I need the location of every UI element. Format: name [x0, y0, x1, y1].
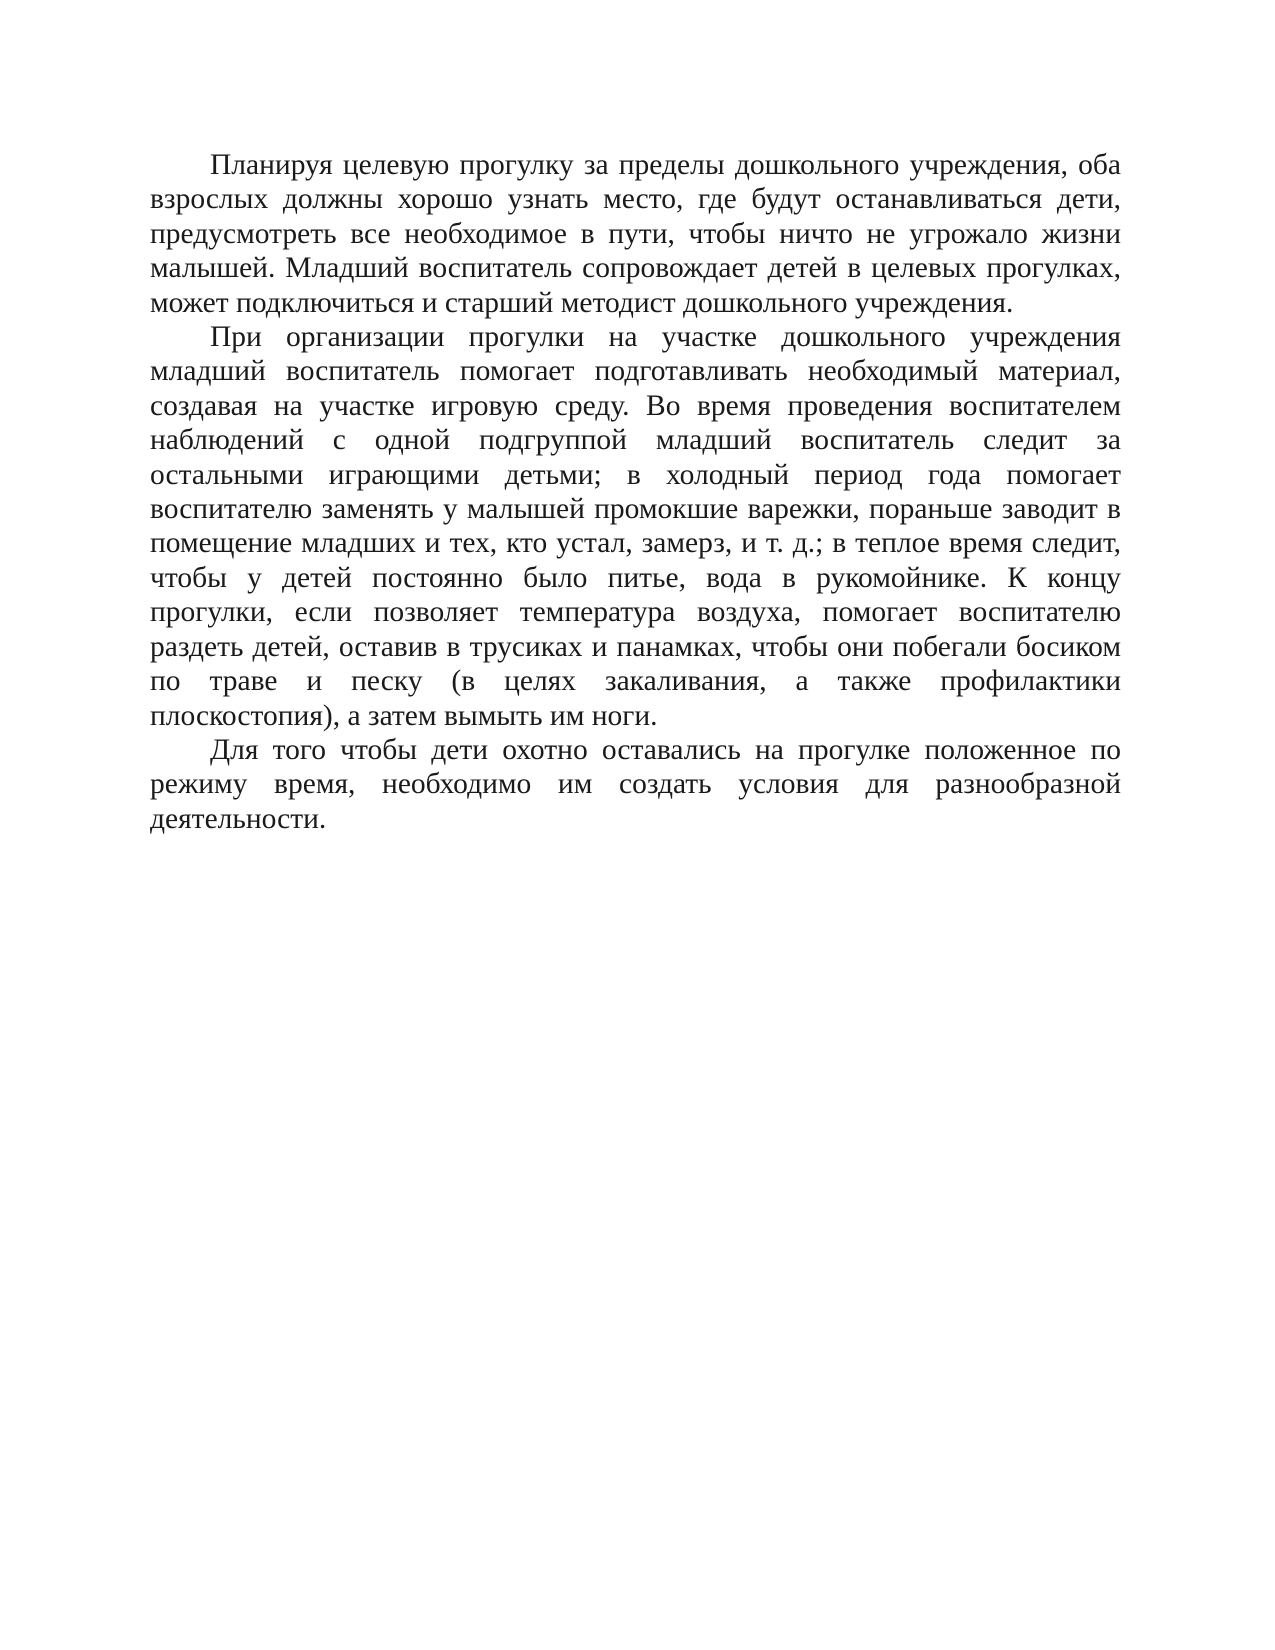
paragraph-1: Планируя целевую прогулку за пределы дошкольного учреждения, оба взрослых должны хорошо узнать место, где будут останавливаться дети, предусмотреть все необходимое в пути, чтобы ничто не угрожало жизни малышей. Младший воспитатель сопровождает детей в целевых прогулках, может подключиться и старший методист дошкольного учреждения. [150, 149, 1121, 319]
paragraph-2: При организации прогулки на участке дошкольного учреждения младший воспитатель помогает подготавливать необходимый материал, создавая на участке игровую среду. Во время проведения воспитателем наблюдений с одной подгруппой младший воспитатель следит за остальными играющими детьми; в холодный период года помогает воспитателю заменять у малышей промокшие варежки, пораньше заводит в помещение младших и тех, кто устал, замерз, и т. д.; в теплое время следит, чтобы у детей постоянно было питье, вода в рукомойнике. К концу прогулки, если позволяет температура воздуха, помогает воспитателю раздеть детей, оставив в трусиках и панамках, чтобы они побегали босиком по траве и песку (в целях закаливания, а также профилактики плоскостопия), а затем вымыть им ноги. [150, 321, 1121, 732]
paragraph-3: Для того чтобы дети охотно оставались на прогулке положенное по режиму время, необходимо им создать условия для разнообразной деятельности. [150, 733, 1121, 835]
body-text [150, 148, 1121, 836]
